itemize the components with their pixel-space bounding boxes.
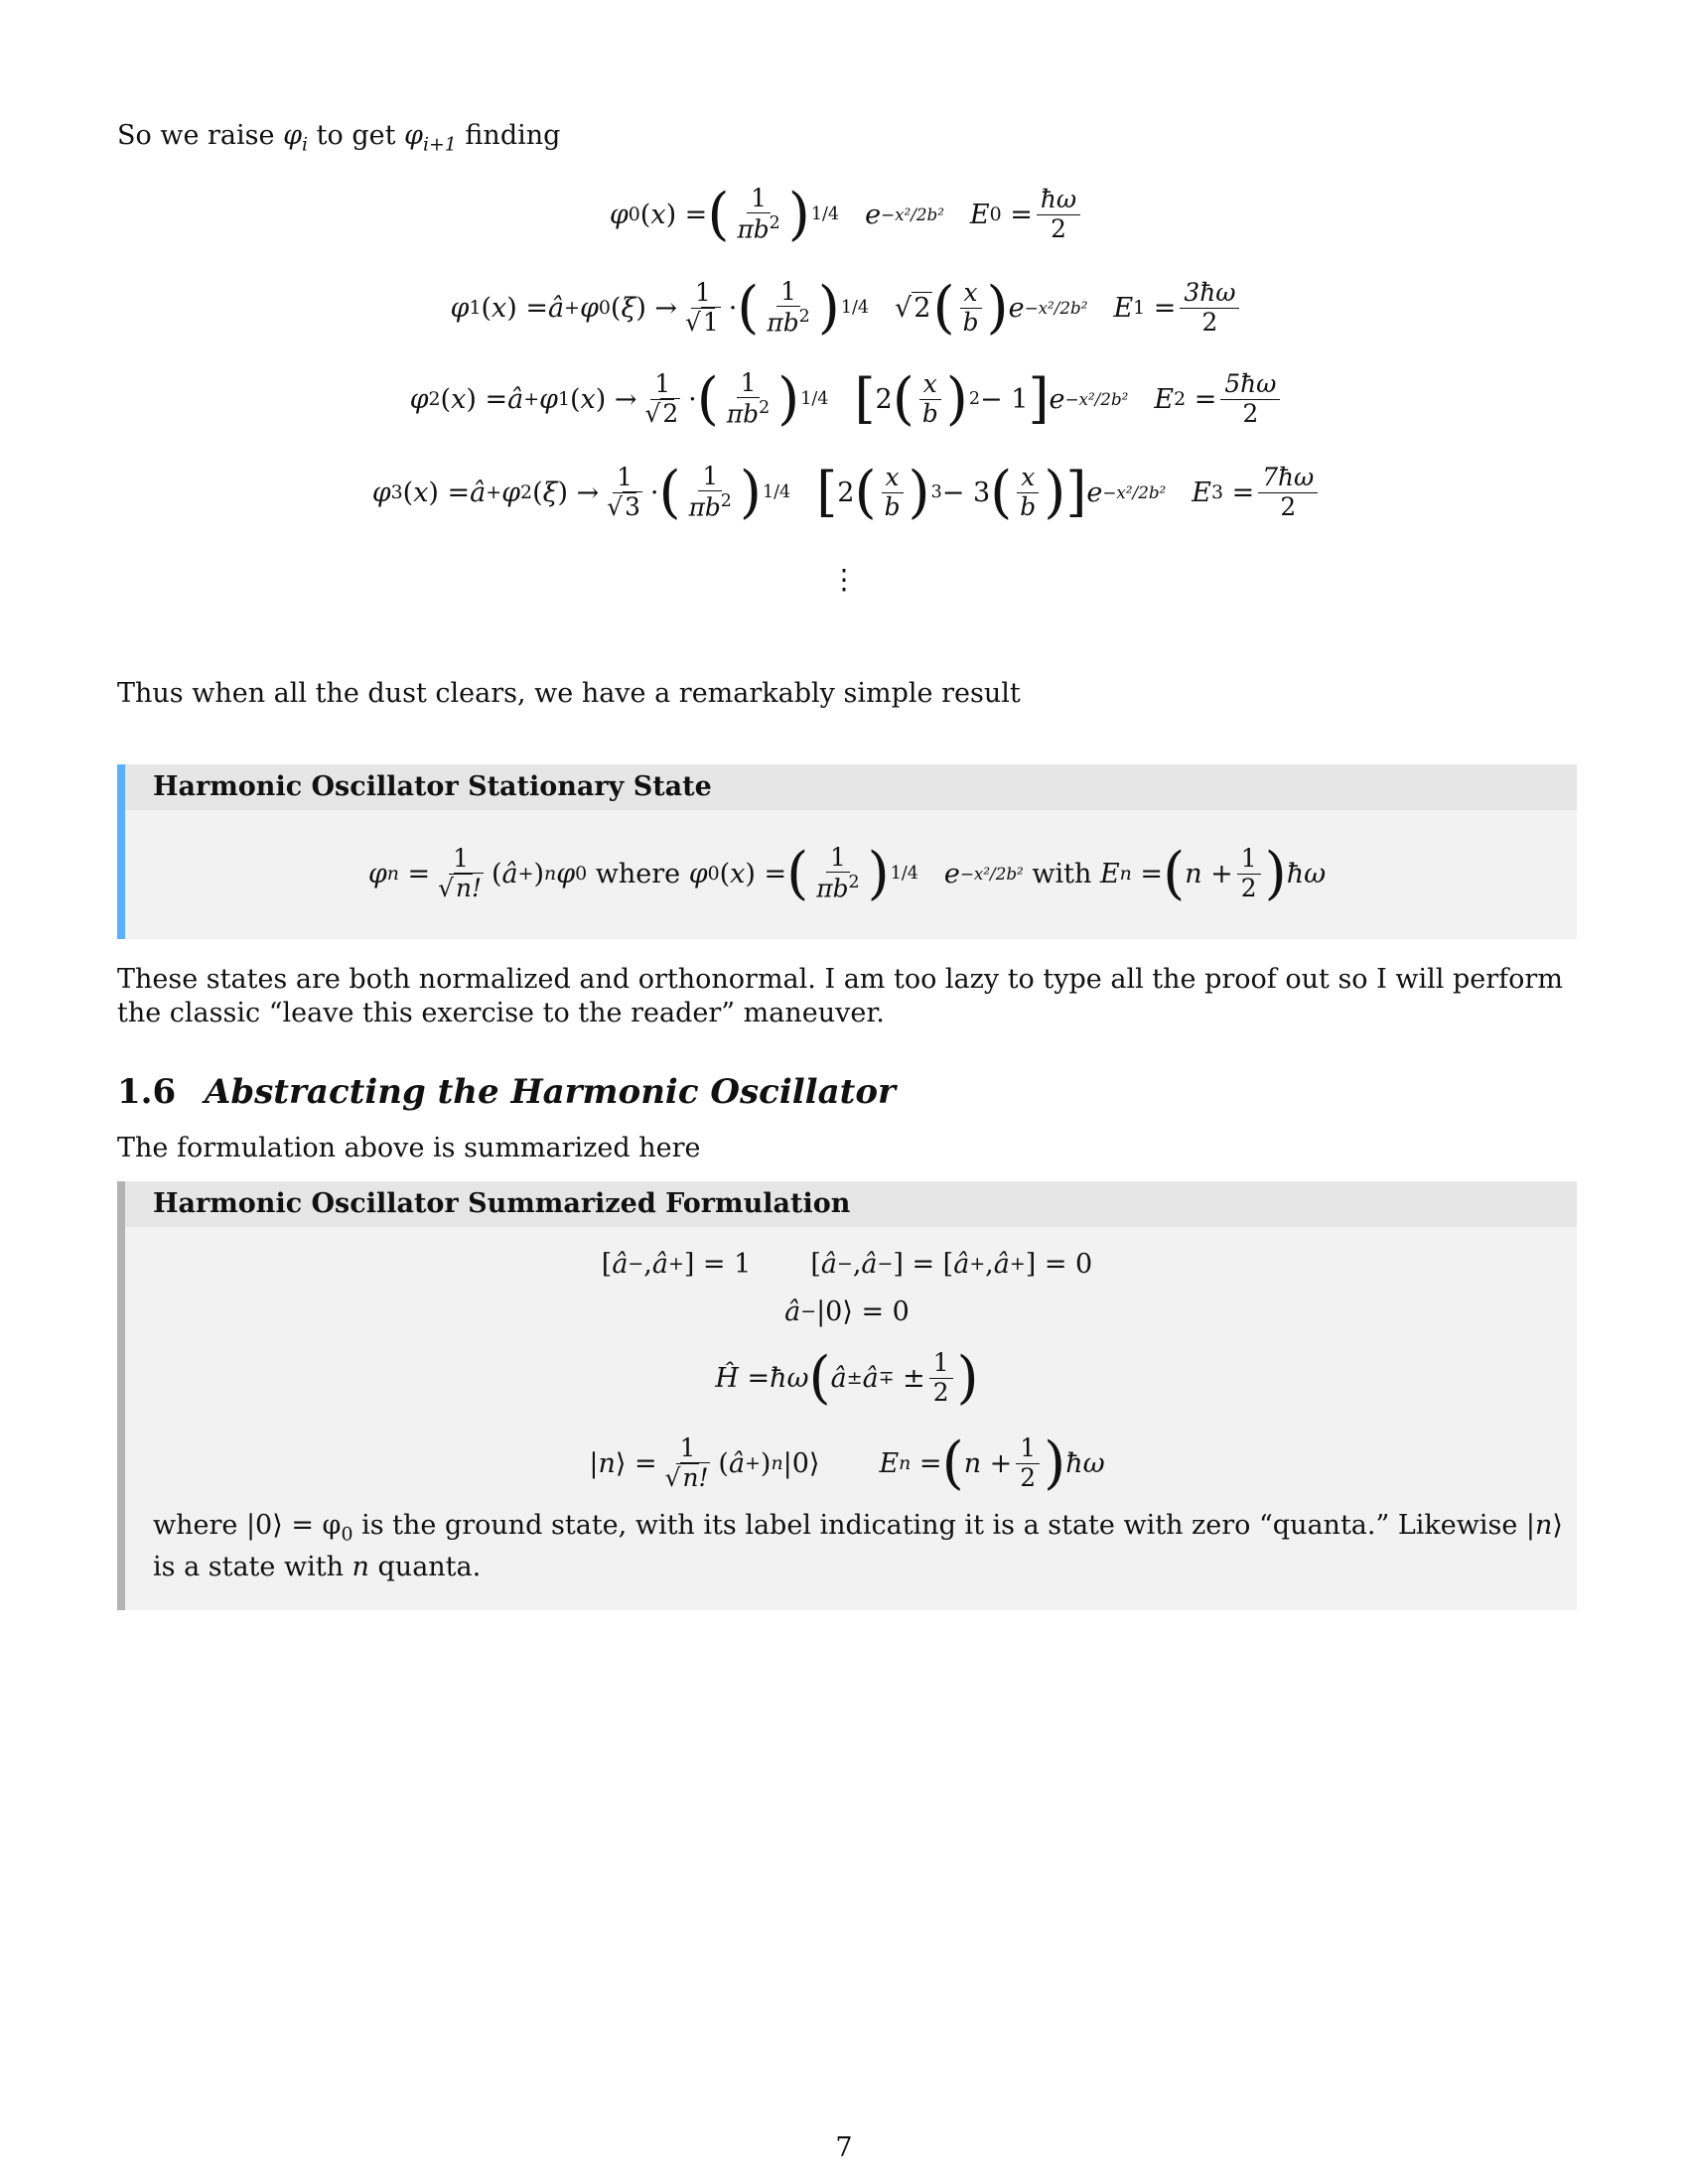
hamiltonian-equation: Ĥ = ħω ( â ± â ∓ ± $\frac{1}{2}$ ) <box>715 1344 979 1411</box>
e1-fraction: $\frac{3ħ\omega}{2}$ <box>1180 279 1239 337</box>
box2-footnote: where |0⟩ = $\varphi_0$ is the ground state, with its label indicating it is a state with zero “quanta.” Likewise |n⟩ is a state with n quanta. <box>153 1510 1563 1583</box>
phi-i-symbol: φ <box>283 120 302 151</box>
phi-next-subscript: i+1 <box>422 133 457 156</box>
phi-next-symbol: φ <box>404 120 423 151</box>
page-number: 7 <box>835 2132 853 2163</box>
stationary-state-box-title: Harmonic Oscillator Stationary State <box>117 764 1577 810</box>
e0-subscript: 0 <box>989 204 1002 225</box>
intro-paragraph <box>117 119 1577 161</box>
normalized-paragraph: These states are both normalized and orthonormal. I am too lazy to type all the proof out so I will perform the classic “leave this exercise to the reader” maneuver. <box>117 964 1563 1028</box>
after-list-paragraph: Thus when all the dust clears, we have a remarkably simple result <box>117 678 1021 709</box>
e0-label: E <box>969 199 990 230</box>
e3-fraction: $\frac{7ħ\omega}{2}$ <box>1258 464 1318 521</box>
equation-phi0: φ 0 ( x ) = ( $\frac{1}{\pi b^2}$ ) 1/4 e −x²/2b² E 0 = $\frac{ħ\omega}{2}$ <box>117 175 1577 254</box>
number-state-equation: | n ⟩ = $\frac{1}{√n!}$ ( â + ) n |0⟩ E n = ( n + $\frac{1}{2}$ ) ħω <box>589 1430 1105 1496</box>
equation-phi1: φ 1 ( x ) = â + φ 0 ( ξ ) → $\frac{1}{√1}$ · ( $\frac{1}{\pi b^2}$ ) 1/4 √ 2 ( $\frac{x}{b}$ ) e −x²/2b² E 1 = $\frac{3ħ\omega}{2}$ <box>117 268 1577 347</box>
where-word: where <box>595 858 681 889</box>
summary-paragraph: The formulation above is summarized here <box>117 1133 701 1163</box>
commutator-equations: [ â − , â + ] = 1 [ â − , â − ] = [ â + , â + ] = 0 <box>601 1248 1093 1280</box>
section-title: Abstracting the Harmonic Oscillator <box>205 1072 896 1112</box>
annihilation-ground-equation: â − |0⟩ = 0 <box>784 1296 910 1327</box>
with-word: with <box>1032 858 1092 889</box>
phi-i-subscript: i <box>301 133 309 156</box>
intro-mid: to get <box>316 120 396 151</box>
intro-trail: finding <box>465 120 561 151</box>
equation-phi3: φ 3 ( x ) = â + φ 2 ( ξ ) → $\frac{1}{√3}$ · ( $\frac{1}{\pi b^2}$ ) 1/4 [ 2 ( $\frac{x}{b}$ ) 3 − 3 ( $\frac{x}{b}$ ) ] e −x²/2b² E 3 = $\frac{7ħ\omega}{2}$ <box>117 453 1577 532</box>
intro-lead: So we raise <box>117 120 275 151</box>
summarized-formulation-box-title: Harmonic Oscillator Summarized Formulation <box>117 1181 1577 1227</box>
stationary-state-equation: φ n = $\frac{1}{√n!}$ ( â + ) n φ 0 where φ 0 ( x ) = ( $\frac{1}{\pi b^2}$ ) 1/4 e −x²/2b² with E n = ( n + $\frac{1}{2}$ ) ħω <box>367 840 1327 906</box>
e0-fraction: $\frac{ħ\omega}{2}$ <box>1037 186 1080 243</box>
equation-phi2: φ 2 ( x ) = â + φ 1 ( x ) → $\frac{1}{√2}$ · ( $\frac{1}{\pi b^2}$ ) 1/4 [ 2 ( $\frac{x}{b}$ ) 2 − 1 ] e −x²/2b² E 2 = $\frac{5ħ\omega}{2}$ <box>117 359 1577 439</box>
summarized-formulation-box <box>117 1181 1577 1610</box>
e2-fraction: $\frac{5ħ\omega}{2}$ <box>1220 370 1280 428</box>
section-number: 1.6 <box>117 1072 177 1112</box>
stationary-state-box <box>117 764 1577 939</box>
section-heading <box>117 1072 896 1112</box>
vertical-ellipsis: ⋮ <box>830 563 858 596</box>
